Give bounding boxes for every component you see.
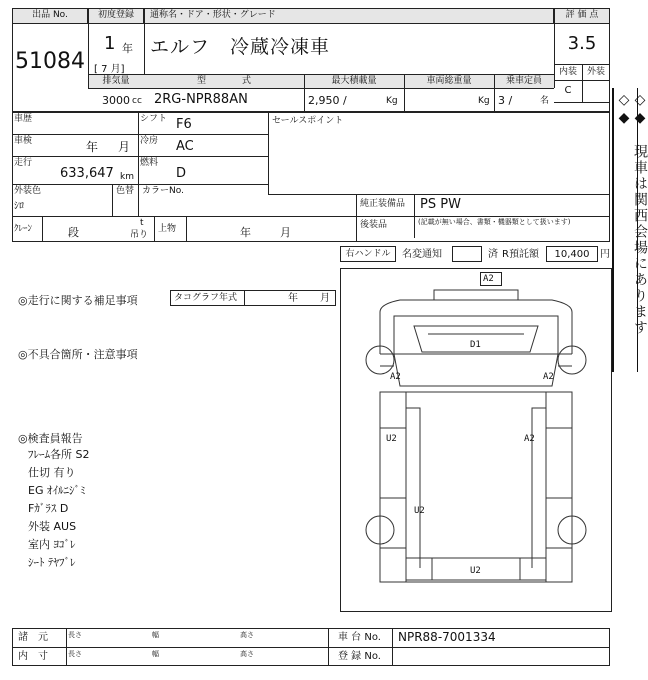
tacho-month: 月 <box>320 293 330 304</box>
persons-unit: 名 <box>540 96 550 106</box>
capacity-value: 3 / <box>498 94 513 107</box>
location-note: ◇◆ 現車は関西会場にあります ◇◆ <box>616 92 648 352</box>
yen-unit: 円 <box>600 249 610 260</box>
truck-diagram <box>340 268 612 612</box>
loading-year: 年 <box>240 226 251 239</box>
name-change-label: 名変通知 <box>402 249 442 260</box>
inspector-report-line: 仕切 有り <box>28 466 76 479</box>
interior-label: 内装 <box>558 67 577 77</box>
damage-mark-center-rear: U2 <box>414 506 425 516</box>
mileage-value: 633,647 <box>60 166 114 181</box>
max-load-value: 2,950 / <box>308 94 347 107</box>
shift-label: シフト <box>140 114 168 124</box>
damage-mark-front-top: A2 <box>483 274 494 284</box>
damage-mark-right-front: A2 <box>543 372 554 382</box>
sales-point-label: セールスポイント <box>272 116 344 126</box>
aircon-value: AC <box>176 139 194 154</box>
first-reg-year: 1 <box>104 33 116 54</box>
aftermarket-note: (記載が無い場合、書類・機器類として扱います) <box>418 218 571 226</box>
kg-unit-1: Kg <box>386 96 398 106</box>
steering-value: 右ハンドル <box>345 249 391 259</box>
chassis-number: NPR88-7001334 <box>398 630 496 644</box>
inspection-label: 車検 <box>14 136 33 146</box>
tacho-year: 年 <box>288 293 298 304</box>
equipment-value: PS PW <box>420 197 461 212</box>
crane-stage: 段 <box>68 226 79 239</box>
length-label-2: 長さ <box>68 650 82 658</box>
model-code: 2RG-NPR88AN <box>154 92 248 107</box>
name-change-box <box>452 246 482 262</box>
loading-label: 上物 <box>158 224 177 234</box>
displacement-value: 3000 <box>102 94 130 107</box>
width-label-2: 幅 <box>152 650 159 658</box>
interior-grade: C <box>564 85 572 96</box>
width-label-1: 幅 <box>152 631 159 639</box>
exterior-label: 外装 <box>586 67 605 77</box>
running-notes-label: ◎走行に関する補足事項 <box>18 294 138 307</box>
height-label-2: 高さ <box>240 650 254 658</box>
defects-label: ◎不具合箇所・注意事項 <box>18 348 138 361</box>
first-reg-label: 初度登録 <box>97 10 134 20</box>
height-label-1: 高さ <box>240 631 254 639</box>
inspector-report-line: 室内 ﾖｺﾞﾚ <box>28 538 76 551</box>
inspection-year: 年 <box>86 140 99 154</box>
crane-label: ｸﾚｰﾝ <box>14 224 33 234</box>
inspection-month: 月 <box>118 140 131 154</box>
fuel-label: 燃料 <box>140 158 159 168</box>
name-label: 通称名・ドア・形状・グレード <box>150 10 276 20</box>
crane-hang: 吊り <box>130 230 149 240</box>
rating-label: 評 価 点 <box>565 10 599 20</box>
inspector-report-line: ﾌﾚｰﾑ各所 S2 <box>28 448 90 461</box>
registration-label: 登 録 No. <box>338 651 381 662</box>
done-label: 済 <box>488 249 498 260</box>
lot-no-label: 出品 No. <box>32 10 68 20</box>
damage-mark-left-mid: U2 <box>386 434 397 444</box>
history-label: 車歴 <box>14 114 33 124</box>
recycle-value: 10,400 <box>554 249 590 260</box>
model-label: 型 式 <box>196 76 251 86</box>
damage-mark-left-front: A2 <box>390 372 401 382</box>
crane-t: t <box>140 218 144 228</box>
vehicle-name: エルフ 冷蔵冷凍車 <box>150 36 331 58</box>
length-label-1: 長さ <box>68 631 82 639</box>
kg-unit-2: Kg <box>478 96 490 106</box>
inner-dims-label: 内 寸 <box>18 651 48 662</box>
inspector-report-line: Fｶﾞﾗｽ D <box>28 502 69 515</box>
aftermarket-label: 後装品 <box>360 220 388 230</box>
recycle-label: R預託額 <box>502 249 539 260</box>
displacement-label: 排気量 <box>102 76 130 86</box>
shift-value: F6 <box>176 117 192 132</box>
equipment-label: 純正装備品 <box>360 199 406 209</box>
year-unit: 年 <box>122 42 133 55</box>
inspector-report-label: ◎検査員報告 <box>18 432 83 445</box>
lot-number: 51084 <box>15 49 85 74</box>
chassis-label: 車 台 No. <box>338 632 381 643</box>
km-unit: km <box>120 172 134 182</box>
first-reg-month: [ 7 月] <box>94 64 125 75</box>
gvw-label: 車両総重量 <box>426 76 472 86</box>
inspector-report-line: ｼｰﾄ ﾃﾔﾌﾞﾚ <box>28 556 76 569</box>
loading-month: 月 <box>280 226 291 239</box>
tacho-label: タコグラフ年式 <box>174 293 238 303</box>
damage-mark-windshield: D1 <box>470 340 481 350</box>
damage-mark-right-mid: A2 <box>524 434 535 444</box>
capacity-label: 乗車定員 <box>505 76 542 86</box>
ext-color-label: 外装色 <box>14 186 42 196</box>
fuel-value: D <box>176 166 187 181</box>
color-no-label: カラーNo. <box>142 186 184 196</box>
color-change-label: 色替 <box>116 186 135 196</box>
aircon-label: 冷房 <box>140 136 159 146</box>
rating-score: 3.5 <box>567 33 597 54</box>
inspector-report-line: 外装 AUS <box>28 520 77 533</box>
ext-color-value: ｼﾛ <box>14 201 24 212</box>
damage-mark-rear: U2 <box>470 566 481 576</box>
inspector-report-line: EG ｵｲﾙﾆｼﾞﾐ <box>28 484 86 497</box>
dims-label: 諸 元 <box>18 632 48 643</box>
cc-unit: cc <box>132 96 142 106</box>
mileage-label: 走行 <box>14 158 33 168</box>
max-load-label: 最大積載量 <box>331 76 377 86</box>
